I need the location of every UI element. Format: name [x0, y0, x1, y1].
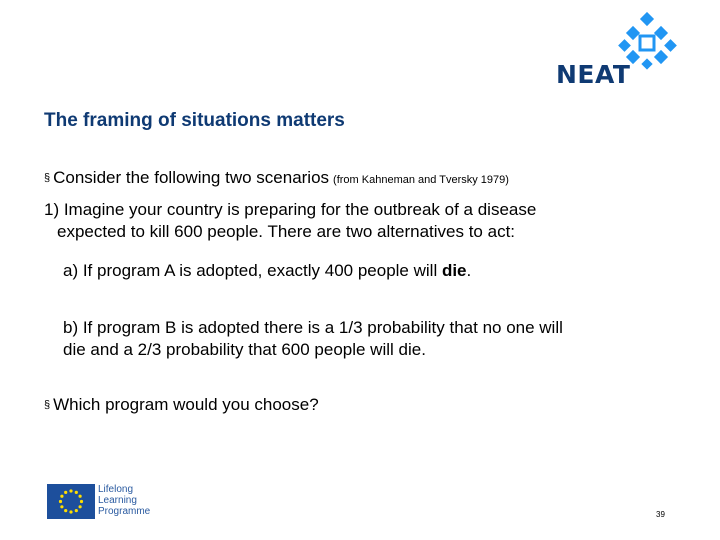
eu-flag-icon: [47, 484, 95, 519]
page-number: 39: [656, 510, 665, 519]
bullet-consider-text: Consider the following two scenarios: [53, 168, 330, 187]
slide-title: The framing of situations matters: [44, 110, 345, 131]
programme-line: Programme: [98, 506, 151, 517]
bullet-marker: §: [44, 172, 51, 184]
scenario-line-1: 1) Imagine your country is preparing for the outbreak of a disease: [44, 200, 537, 219]
neat-logo-text: NEAT: [556, 60, 631, 89]
option-a: [63, 261, 471, 281]
bullet-question: [44, 395, 319, 415]
programme-label: [98, 484, 150, 517]
source-citation: (from Kahneman and Tversky 1979): [333, 174, 509, 186]
bullet-consider: [44, 168, 509, 190]
programme-line: Lifelong: [98, 484, 134, 495]
bullet-question-text: Which program would you choose?: [53, 395, 319, 414]
option-a-period: .: [466, 261, 472, 280]
scenario-line-2: expected to kill 600 people. There are two alternatives to act:: [57, 222, 516, 241]
option-b-line-2: die and a 2/3 probability that 600 people will die.: [63, 340, 426, 359]
option-a-emphasis: die: [441, 261, 467, 280]
option-b-line-1: b) If program B is adopted there is a 1/3 probability that no one will: [63, 318, 563, 337]
bullet-marker: §: [44, 399, 51, 411]
programme-line: Learning: [98, 495, 137, 506]
neat-logo: [556, 12, 681, 89]
option-a-text: a) If program A is adopted, exactly 400 people will: [63, 261, 442, 280]
